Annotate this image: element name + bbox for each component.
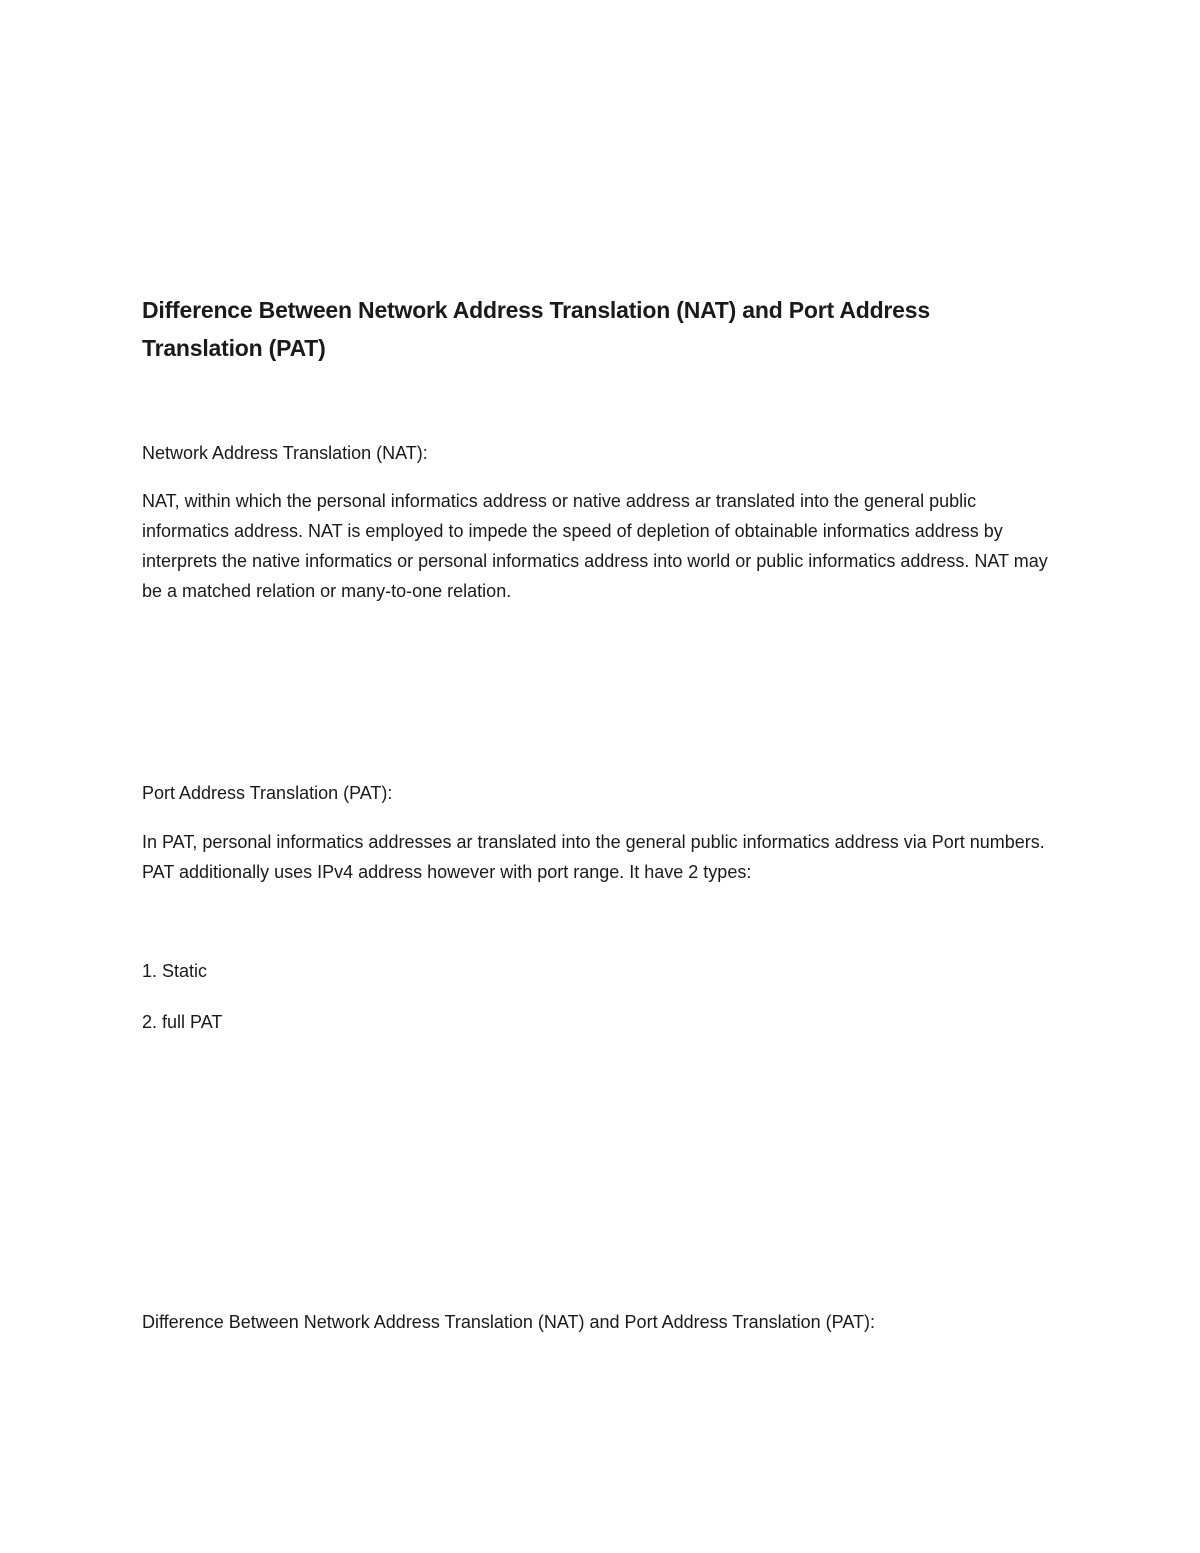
difference-section-heading: Difference Between Network Address Translation (NAT) and Port Address Translation (PAT): (142, 1312, 875, 1332)
document-title: Difference Between Network Address Translation (NAT) and Port Address Translation (PAT) (142, 297, 930, 361)
nat-section-body: NAT, within which the personal informatics address or native address ar translated into the general public informatics address. NAT is employed to impede the speed of depletion of obtainable informatics address by interprets the native informatics or personal informatics address into world or public informatics address. NAT may be a matched relation or many-to-one relation. (142, 491, 1048, 601)
pat-type-list-item: 2. full PAT (142, 1012, 223, 1032)
pat-section-body: In PAT, personal informatics addresses ar translated into the general public informatics address via Port numbers. PAT additionally uses IPv4 address however with port range. It have 2 types: (142, 832, 1045, 882)
nat-section-heading: Network Address Translation (NAT): (142, 443, 428, 463)
pat-type-list-item: 1. Static (142, 961, 208, 981)
pat-section-heading: Port Address Translation (PAT): (142, 783, 393, 803)
